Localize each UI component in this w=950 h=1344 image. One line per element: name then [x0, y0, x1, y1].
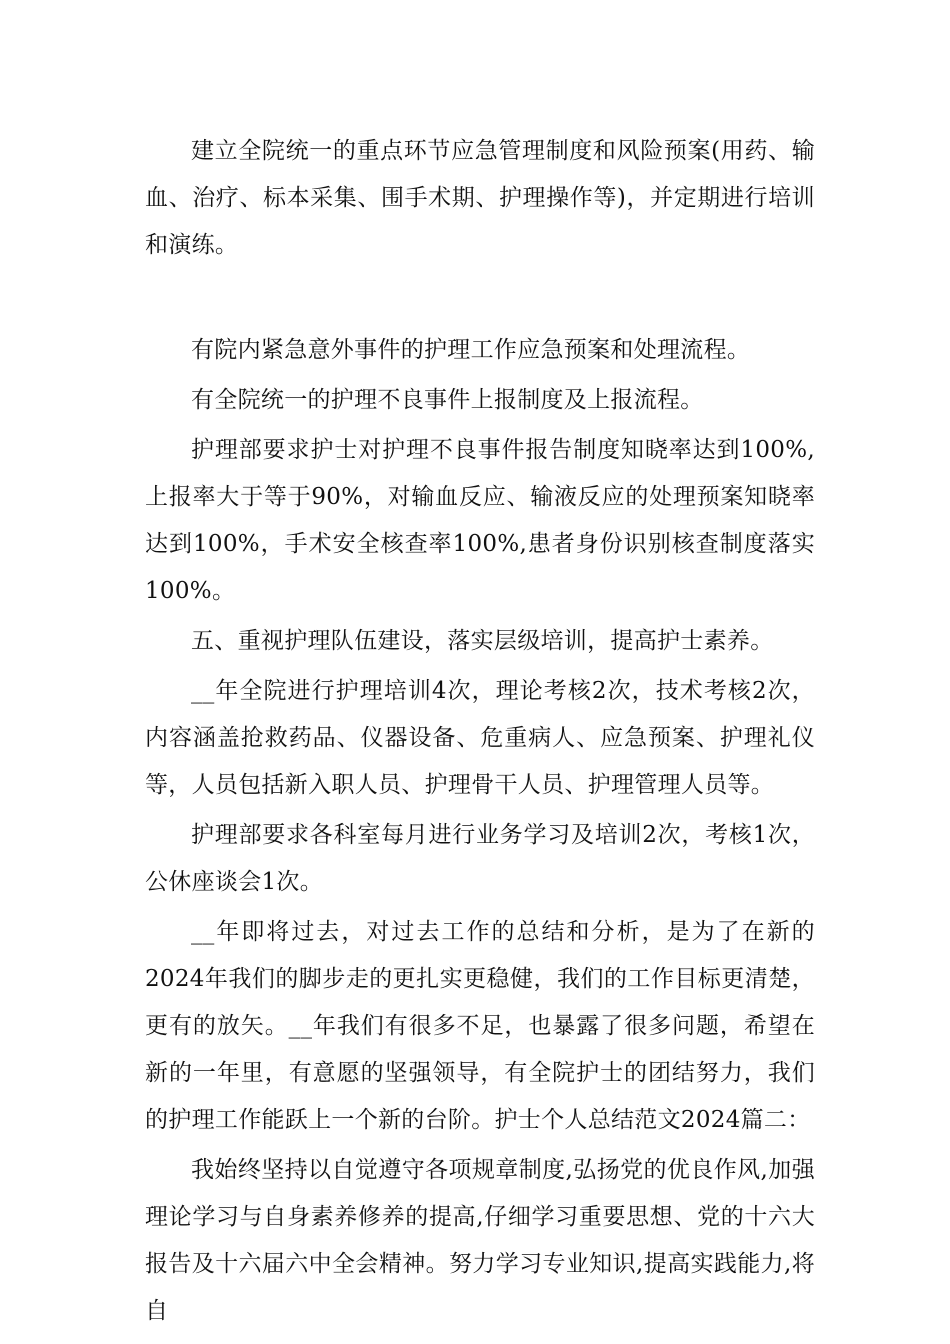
document-body: [145, 128, 815, 1338]
paragraph-year-review: __年即将过去，对过去工作的总结和分析，是为了在新的2024年我们的脚步走的更扎实更稳健，我们的工作目标更清楚，更有的放矢。__年我们有很多不足，也暴露了很多问题，希望在新的一年里，有意愿的坚强领导，有全院护士的团结努力，我们的护理工作能跃上一个新的台阶。护士个人总结范文2024篇二：: [145, 919, 815, 1133]
section-heading-team-building: 五、重视护理队伍建设，落实层级培训，提高护士素养。: [191, 628, 774, 654]
paragraph-emergency-process: 有院内紧急意外事件的护理工作应急预案和处理流程。: [191, 337, 751, 363]
paragraph-monthly-training: 护理部要求各科室每月进行业务学习及培训2次，考核1次，公休座谈会1次。: [145, 822, 815, 895]
paragraph-personal-summary: 我始终坚持以自觉遵守各项规章制度,弘扬党的优良作风,加强理论学习与自身素养修养的提高,仔细学习重要思想、党的十六大报告及十六届六中全会精神。努力学习专业知识,提高实践能力,将自: [145, 1157, 815, 1324]
paragraph-adverse-event-reporting: 有全院统一的护理不良事件上报制度及上报流程。: [191, 387, 704, 413]
paragraph-training-summary: __年全院进行护理培训4次，理论考核2次，技术考核2次，内容涵盖抢救药品、仪器设备、危重病人、应急预案、护理礼仪等，人员包括新入职人员、护理骨干人员、护理管理人员等。: [145, 678, 815, 798]
paragraph-awareness-rates: 护理部要求护士对护理不良事件报告制度知晓率达到100%,上报率大于等于90%，对输血反应、输液反应的处理预案知晓率达到100%，手术安全核查率100%,患者身份识别核查制度落实100%。: [145, 437, 815, 604]
paragraph-emergency-plan: 建立全院统一的重点环节应急管理制度和风险预案(用药、输血、治疗、标本采集、围手术期、护理操作等)，并定期进行培训和演练。: [145, 138, 815, 258]
